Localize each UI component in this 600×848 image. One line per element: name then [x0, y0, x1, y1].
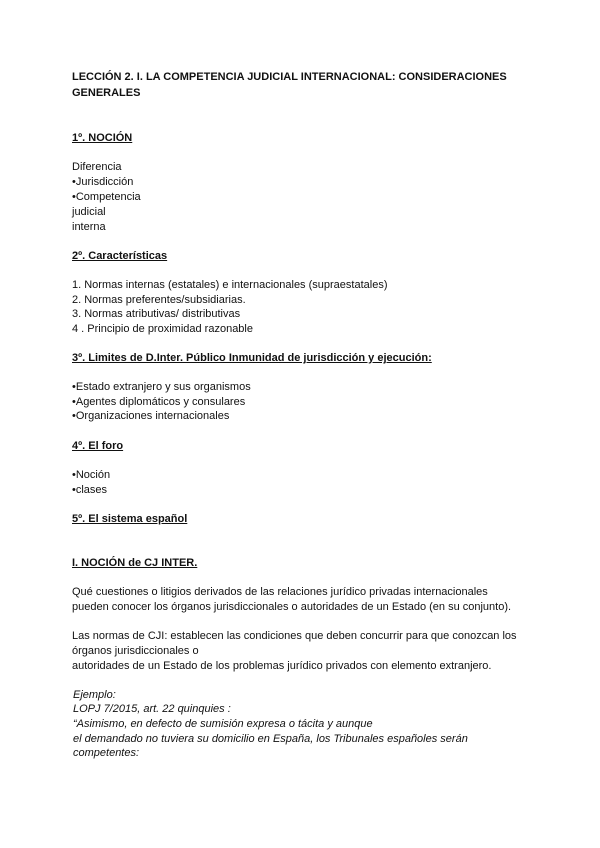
list-item: •Noción [72, 469, 111, 481]
list-item: 3. Normas atributivas/ distributivas [72, 308, 241, 320]
list-item: •Organizaciones internacionales [72, 410, 230, 422]
list-item: 4 . Principio de proximidad razonable [72, 323, 253, 335]
example-quote-line: el demandado no tuviera su domicilio en España, los Tribunales españoles serán [73, 733, 468, 745]
paragraph-line: Las normas de CJI: establecen las condiciones que deben concurrir para que conozcan los [72, 630, 517, 642]
list-item: •Estado extranjero y sus organismos [72, 381, 251, 393]
section-heading-limites: 3º. Limites de D.Inter. Público Inmunidad de jurisdicción y ejecución: [72, 352, 432, 364]
section-heading-sistema-espanol: 5º. El sistema español [72, 513, 188, 525]
section-heading-nocion-cj-inter: I. NOCIÓN de CJ INTER. [72, 557, 198, 569]
list-item: •Agentes diplomáticos y consulares [72, 396, 246, 408]
section-heading-nocion: 1º. NOCIÓN [72, 132, 133, 144]
lesson-title-line-2: GENERALES [72, 87, 141, 99]
section-heading-caracteristicas: 2º. Características [72, 250, 168, 262]
section-heading-foro: 4º. El foro [72, 440, 124, 452]
example-quote-line: “Asimismo, en defecto de sumisión expresa o tácita y aunque [73, 718, 373, 730]
lesson-title-line-1: LECCIÓN 2. I. LA COMPETENCIA JUDICIAL INTERNACIONAL: CONSIDERACIONES [72, 71, 507, 83]
paragraph-line: órganos jurisdiccionales o [72, 645, 199, 657]
paragraph-line: pueden conocer los órganos jurisdiccionales o autoridades de un Estado (en su conjunto). [72, 601, 512, 613]
paragraph-line: Qué cuestiones o litigios derivados de las relaciones jurídico privadas internacionales [72, 586, 488, 598]
example-label: Ejemplo: [73, 689, 116, 701]
list-item: 1. Normas internas (estatales) e internacionales (supraestatales) [72, 279, 388, 291]
example-quote-line: competentes: [73, 747, 140, 759]
list-item: Diferencia [72, 161, 122, 173]
list-item: •Jurisdicción [72, 176, 134, 188]
paragraph-line: autoridades de un Estado de los problemas jurídico privados con elemento extranjero. [72, 660, 492, 672]
list-item: •clases [72, 484, 108, 496]
list-item: •Competencia [72, 191, 141, 203]
list-item: judicial [72, 206, 106, 218]
list-item: interna [72, 221, 106, 233]
example-citation: LOPJ 7/2015, art. 22 quinquies : [73, 703, 231, 715]
list-item: 2. Normas preferentes/subsidiarias. [72, 294, 246, 306]
